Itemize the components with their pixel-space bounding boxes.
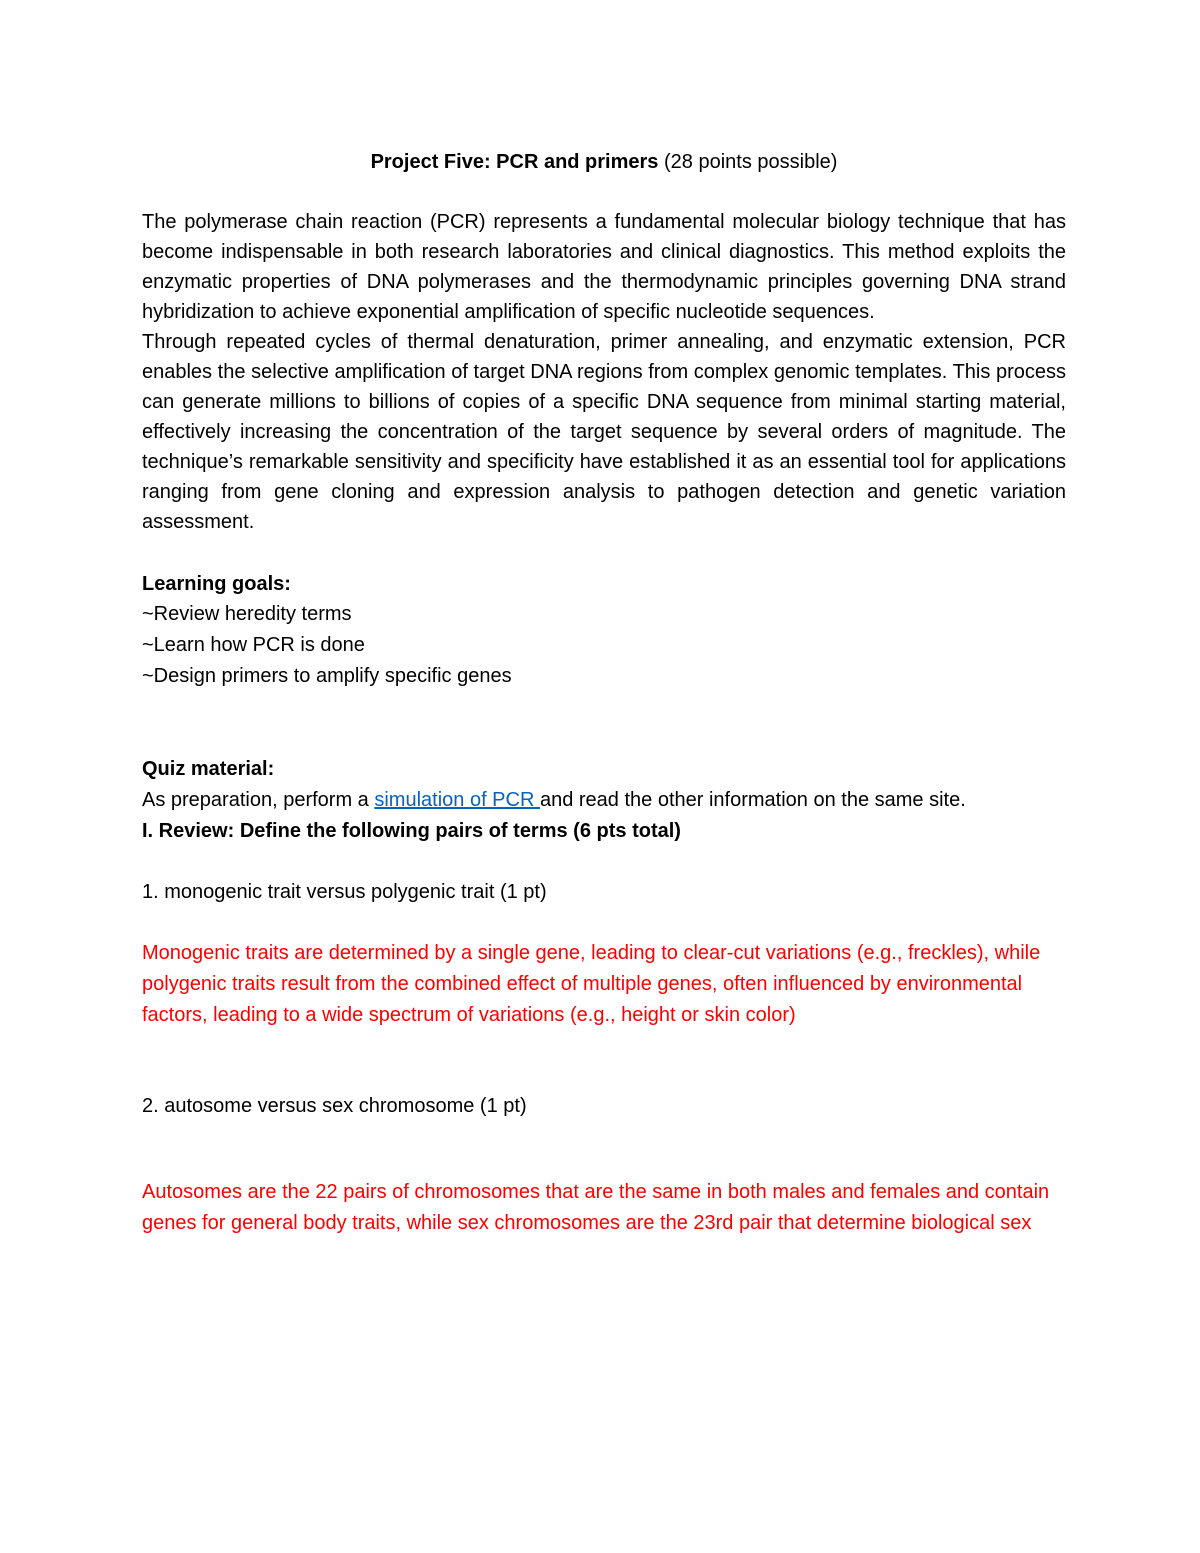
intro-paragraph-2: Through repeated cycles of thermal denaturation, primer annealing, and enzymatic extension, PCR enables the selective amplification of target DNA regions from complex genomic templates. This process can generate millions to billions of copies of a specific DNA sequence from minimal starting material, effectively increasing the concentration of the target sequence by several orders of magnitude. The technique’s remarkable sensitivity and specificity have established it as an essential tool for applications ranging from gene cloning and expression analysis to pathogen detection and genetic variation assessment. bbox=[142, 331, 1066, 533]
review-section-heading: I. Review: Define the following pairs of terms (6 pts total) bbox=[142, 820, 681, 842]
question-2: 2. autosome versus sex chromosome (1 pt) bbox=[142, 1095, 527, 1117]
learning-goals-heading: Learning goals: bbox=[142, 573, 291, 595]
learning-goal-item: ~Learn how PCR is done bbox=[142, 634, 365, 656]
document-body bbox=[142, 147, 1066, 1239]
learning-goal-item: ~Review heredity terms bbox=[142, 603, 352, 625]
quiz-preparation-text bbox=[142, 785, 1066, 816]
learning-goal-item: ~Design primers to amplify specific genes bbox=[142, 665, 512, 687]
quiz-prep-before: As preparation, perform a bbox=[142, 789, 375, 811]
answer-1: Monogenic traits are determined by a single gene, leading to clear-cut variations (e.g., freckles), while polygenic traits result from the combined effect of multiple genes, often influenced by environmental factors, leading to a wide spectrum of variations (e.g., height or skin color) bbox=[142, 942, 1041, 1026]
learning-goals-list bbox=[142, 599, 1066, 692]
quiz-prep-after: and read the other information on the same site. bbox=[539, 789, 966, 811]
intro-paragraph-1: The polymerase chain reaction (PCR) represents a fundamental molecular biology technique that has become indispensable in both research laboratories and clinical diagnostics. This method exploits the enzymatic properties of DNA polymerases and the thermodynamic principles governing DNA strand hybridization to achieve exponential amplification of specific nucleotide sequences. bbox=[142, 211, 1066, 323]
title-main: Project Five: PCR and primers bbox=[370, 151, 659, 173]
page-title bbox=[142, 147, 1066, 177]
simulation-of-pcr-link[interactable]: simulation of PCR bbox=[374, 789, 540, 811]
title-points: (28 points possible) bbox=[658, 151, 838, 173]
quiz-material-heading: Quiz material: bbox=[142, 758, 275, 780]
answer-2: Autosomes are the 22 pairs of chromosomes that are the same in both males and females and contain genes for general body traits, while sex chromosomes are the 23rd pair that determine biological sex bbox=[142, 1181, 1050, 1234]
question-1: 1. monogenic trait versus polygenic trait (1 pt) bbox=[142, 881, 547, 903]
